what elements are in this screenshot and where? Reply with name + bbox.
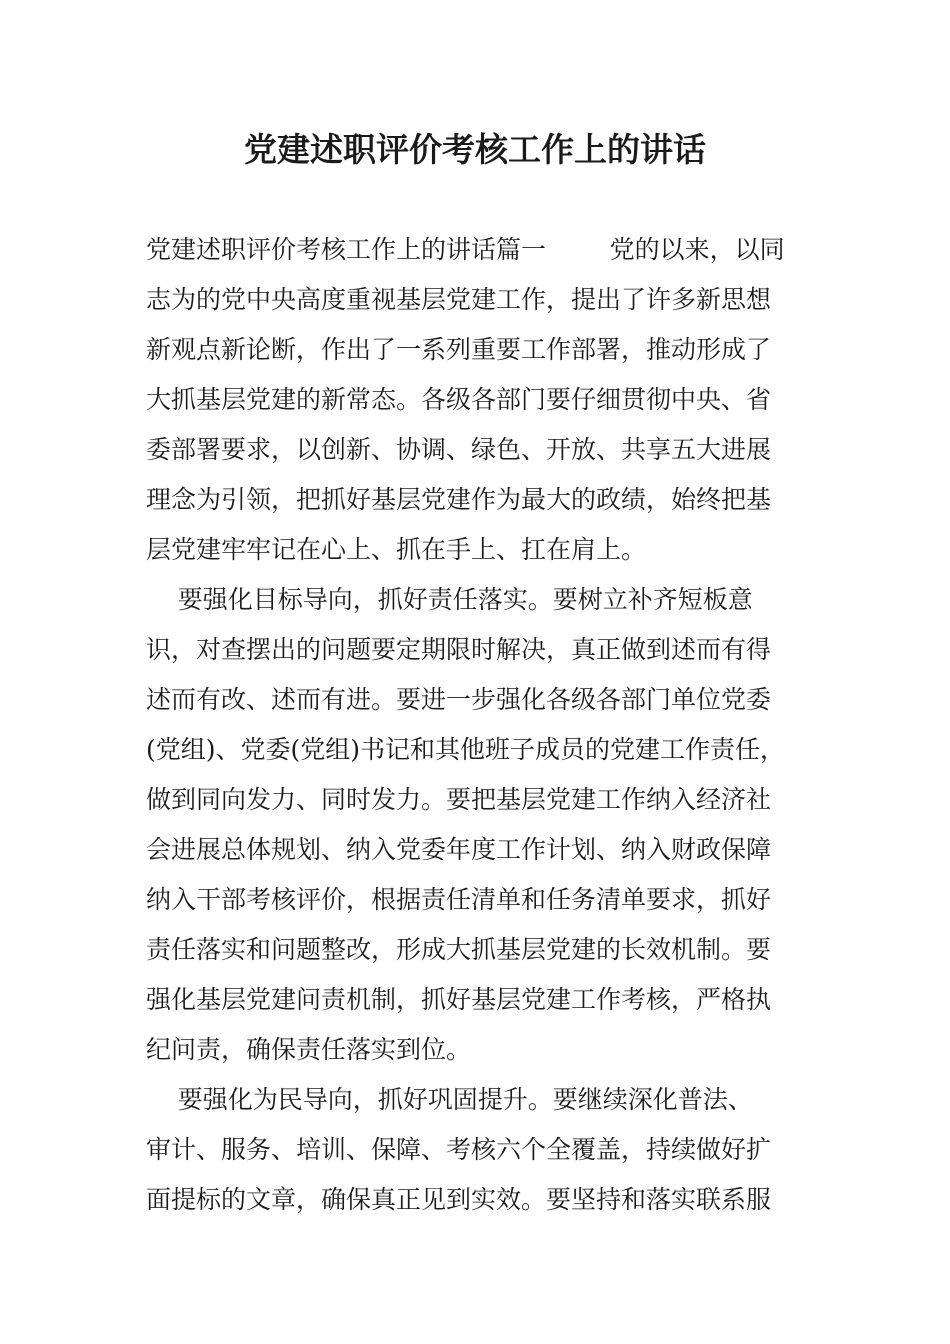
body-line: 纪问责，确保责任落实到位。 [146, 1035, 472, 1064]
body-line: (党组)、党委(党组)书记和其他班子成员的党建工作责任， [146, 735, 786, 764]
body-line: 纳入干部考核评价，根据责任清单和任务清单要求，抓好 [146, 885, 772, 914]
document-title: 党建述职评价考核工作上的讲话 [244, 130, 706, 169]
body-line: 新观点新论断，作出了一系列重要工作部署，推动形成了 [146, 335, 772, 364]
body-line: 党建述职评价考核工作上的讲话篇一 党的以来，以同 [146, 235, 785, 264]
body-line: 述而有改、述而有进。要进一步强化各级各部门单位党委 [146, 685, 772, 714]
body-line: 审计、服务、培训、保障、考核六个全覆盖，持续做好扩 [146, 1135, 772, 1164]
document-body [146, 225, 816, 1225]
body-line: 做到同向发力、同时发力。要把基层党建工作纳入经济社 [146, 785, 772, 814]
body-line: 志为的党中央高度重视基层党建工作，提出了许多新思想 [146, 285, 772, 314]
body-line: 理念为引领，把抓好基层党建作为最大的政绩，始终把基 [146, 485, 772, 514]
body-line: 责任落实和问题整改，形成大抓基层党建的长效机制。要 [146, 935, 772, 964]
body-line: 委部署要求，以创新、协调、绿色、开放、共享五大进展 [146, 435, 772, 464]
body-line: 会进展总体规划、纳入党委年度工作计划、纳入财政保障 [146, 835, 772, 864]
body-line: 要强化目标导向，抓好责任落实。要树立补齐短板意 [146, 585, 753, 614]
body-line: 要强化为民导向，抓好巩固提升。要继续深化普法、 [146, 1085, 753, 1114]
body-line: 强化基层党建问责机制，抓好基层党建工作考核，严格执 [146, 985, 772, 1014]
body-line: 层党建牢牢记在心上、抓在手上、扛在肩上。 [146, 535, 647, 564]
body-line: 面提标的文章，确保真正见到实效。要坚持和落实联系服 [146, 1185, 772, 1214]
body-line: 识，对查摆出的问题要定期限时解决，真正做到述而有得 [146, 635, 772, 664]
body-line: 大抓基层党建的新常态。各级各部门要仔细贯彻中央、省 [146, 385, 772, 414]
